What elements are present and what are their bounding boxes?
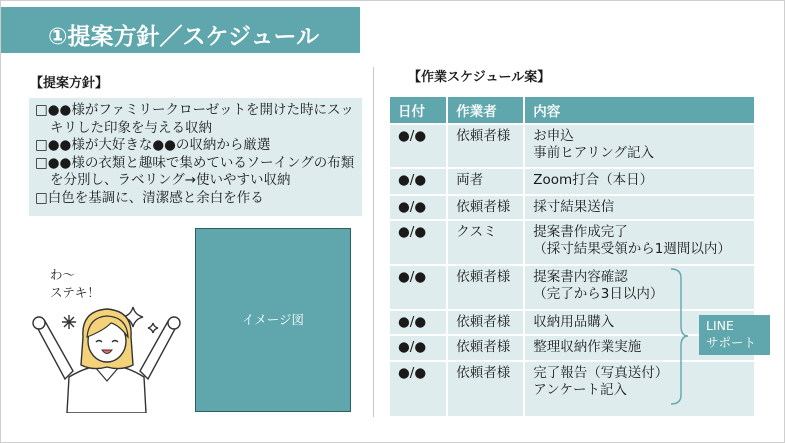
table-row bbox=[390, 194, 754, 219]
column-header-date: 日付 bbox=[390, 97, 446, 123]
page-title: ①提案方針／スケジュール bbox=[48, 24, 320, 50]
sparkle-icon bbox=[148, 323, 158, 333]
cell-date: ●/● bbox=[390, 264, 446, 309]
cell-content: 提案書内容確認 （完了から3日以内） bbox=[523, 264, 754, 309]
column-header-content: 内容 bbox=[523, 97, 754, 123]
table-row bbox=[390, 264, 754, 309]
cell-worker: 依頼者様 bbox=[446, 360, 523, 416]
speech-text: わ～ ステキ！ bbox=[50, 267, 100, 300]
policy-heading: 【提案方針】 bbox=[30, 76, 109, 91]
cell-date: ●/● bbox=[390, 309, 446, 334]
cell-content: 整理収納作業実施 bbox=[523, 334, 754, 360]
cell-worker: 依頼者様 bbox=[446, 264, 523, 309]
table-row bbox=[390, 219, 754, 264]
policy-item: □白色を基調に、清潔感と余白を作る bbox=[35, 189, 264, 206]
cell-date: ●/● bbox=[390, 167, 446, 194]
title-bar bbox=[1, 7, 360, 53]
cell-content: 提案書作成完了 （採寸結果受領から1週間以内） bbox=[523, 219, 754, 264]
cell-date: ●/● bbox=[390, 334, 446, 360]
policy-list bbox=[35, 102, 365, 208]
cell-worker: 依頼者様 bbox=[446, 334, 523, 360]
cell-date: ●/● bbox=[390, 194, 446, 219]
cell-content: お申込 事前ヒアリング記入 bbox=[523, 123, 754, 167]
table-header-row bbox=[390, 97, 754, 123]
table-row bbox=[390, 123, 754, 167]
sparkle-icon bbox=[62, 315, 76, 329]
cell-worker: 依頼者様 bbox=[446, 123, 523, 167]
divider bbox=[373, 67, 374, 417]
bracket-icon bbox=[669, 268, 689, 405]
cell-content: Zoom打合（本日） bbox=[523, 167, 754, 194]
cell-date: ●/● bbox=[390, 123, 446, 167]
column-header-worker: 作業者 bbox=[446, 97, 523, 123]
image-placeholder-label: イメージ図 bbox=[241, 312, 305, 327]
cell-content: 採寸結果送信 bbox=[523, 194, 754, 219]
cell-content: 収納用品購入 bbox=[523, 309, 754, 334]
policy-item: □●●様の衣類と趣味で集めているソーイングの布類を分別し、ラベリング→使いやすい収納 bbox=[35, 154, 355, 189]
cell-worker: 両者 bbox=[446, 167, 523, 194]
cell-worker: 依頼者様 bbox=[446, 194, 523, 219]
table-row bbox=[390, 360, 754, 416]
cell-date: ●/● bbox=[390, 219, 446, 264]
schedule-table bbox=[390, 97, 754, 416]
policy-item: □●●様がファミリークローゼットを開けた時にスッキリした印象を与える収納 bbox=[35, 102, 354, 136]
cell-content: 完了報告（写真送付） アンケート記入 bbox=[523, 360, 754, 416]
cell-worker: 依頼者様 bbox=[446, 309, 523, 334]
happy-woman-illustration bbox=[29, 301, 184, 413]
table-row bbox=[390, 167, 754, 194]
cell-worker: クスミ bbox=[446, 219, 523, 264]
schedule-heading: 【作業スケジュール案】 bbox=[408, 70, 551, 85]
image-placeholder bbox=[195, 228, 351, 412]
cell-date: ●/● bbox=[390, 360, 446, 416]
policy-item: □●●様が大好きな●●の収納から厳選 bbox=[35, 137, 271, 154]
line-support-badge: LINE サポート bbox=[699, 315, 770, 355]
